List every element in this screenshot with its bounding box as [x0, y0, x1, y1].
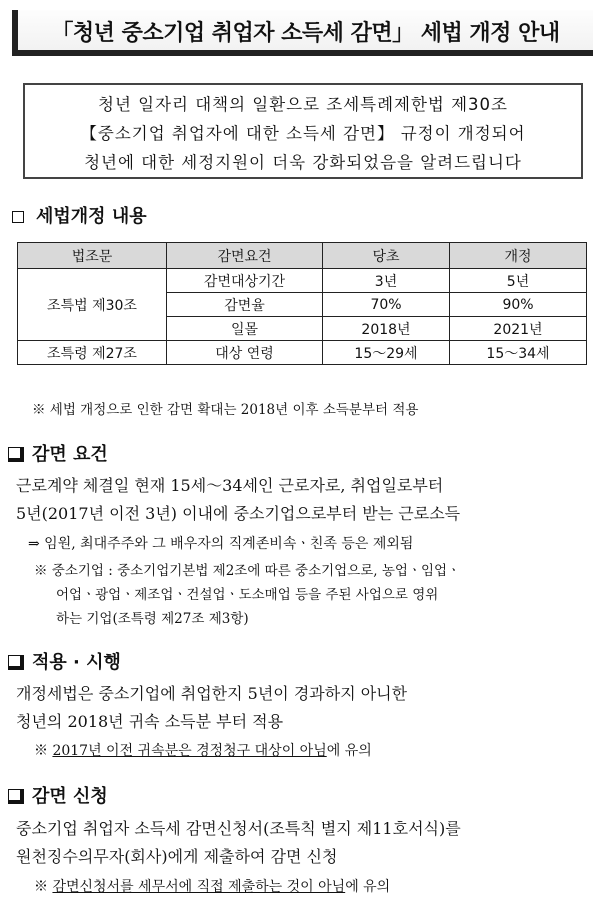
sme-note-line-1: ※ 중소기업 : 중소기업기본법 제2조에 따른 중소기업으로, 농업ㆍ임업ㆍ [34, 563, 461, 579]
table-row [18, 341, 587, 365]
table-cell: 일몰 [167, 317, 323, 341]
table-cell: 대상 연령 [167, 341, 323, 365]
sme-note-line-3: 하는 기업(조특령 제27조 제3항) [56, 611, 249, 627]
section-heading-text: 세법개정 내용 [36, 206, 147, 227]
section-heading-text: 감면 요건 [32, 444, 108, 465]
table-cell: 15～34세 [450, 341, 587, 365]
table-cell: 감면대상기간 [167, 269, 323, 293]
table-cell: 70% [323, 293, 450, 317]
intro-line-2: 【중소기업 취업자에 대한 소득세 감면】 규정이 개정되어 [80, 124, 526, 143]
sme-note-line-2: 어업ㆍ광업ㆍ제조업ㆍ건설업ㆍ도소매업 등을 주된 사업으로 영위 [56, 587, 439, 603]
table-cell: 3년 [323, 269, 450, 293]
section-heading-text: 감면 신청 [32, 786, 108, 807]
table-cell: 5년 [450, 269, 587, 293]
table-header: 개정 [450, 243, 587, 269]
checkbox-square-icon [8, 655, 24, 670]
note-underlined: 2017년 이전 귀속분은 경정청구 대상이 아님 [52, 743, 327, 759]
table-cell-law: 조특법 제30조 [18, 269, 167, 341]
checkbox-square-icon [8, 447, 24, 462]
title-banner [12, 10, 593, 56]
application-line-2: 청년의 2018년 귀속 소득분 부터 적용 [16, 712, 284, 731]
apply-line-2: 원천징수의무자(회사)에게 제출하여 감면 신청 [16, 847, 338, 866]
checkbox-square-icon [12, 211, 24, 223]
section-heading-apply-request [8, 782, 108, 808]
intro-line-1: 청년 일자리 대책의 일환으로 조세특례제한법 제30조 [98, 95, 508, 114]
section-heading-text: 적용 · 시행 [32, 652, 121, 673]
section-heading-tax-revision [12, 202, 147, 228]
exclusion-line: ⇒ 임원, 최대주주와 그 배우자의 직계존비속ㆍ친족 등은 제외됨 [28, 536, 414, 552]
requirements-line-1: 근로계약 체결일 현재 15세～34세인 근로자로, 취업일로부터 [16, 476, 444, 495]
note-mark: ※ [34, 743, 53, 759]
requirements-line-2: 5년(2017년 이전 3년) 이내에 중소기업으로부터 받는 근로소득 [16, 504, 461, 523]
table-cell: 2018년 [323, 317, 450, 341]
section-heading-requirements [8, 440, 108, 466]
intro-line-3: 청년에 대한 세정지원이 더욱 강화되었음을 알려드립니다 [84, 153, 522, 172]
checkbox-square-icon [8, 789, 24, 804]
table-cell: 감면율 [167, 293, 323, 317]
apply-note [34, 876, 390, 896]
table-cell-law: 조특령 제27조 [18, 341, 167, 365]
table-header: 감면요건 [167, 243, 323, 269]
table-cell: 2021년 [450, 317, 587, 341]
tax-revision-table [17, 242, 587, 365]
section-heading-application [8, 648, 121, 674]
table-header-row [18, 243, 587, 269]
intro-box [23, 83, 583, 179]
note-tail: 에 유의 [326, 743, 372, 759]
page-title: 「청년 중소기업 취업자 소득세 감면」 세법 개정 안내 [51, 21, 560, 46]
note-underlined: 감면신청서를 세무서에 직접 제출하는 것이 아님 [52, 879, 346, 895]
application-note [34, 740, 372, 760]
table-header: 법조문 [18, 243, 167, 269]
table-row [18, 269, 587, 293]
table-footnote: ※ 세법 개정으로 인한 감면 확대는 2018년 이후 소득분부터 적용 [32, 402, 419, 418]
table-cell: 90% [450, 293, 587, 317]
note-tail: 에 유의 [345, 879, 391, 895]
apply-line-1: 중소기업 취업자 소득세 감면신청서(조특칙 별지 제11호서식)를 [16, 819, 461, 838]
table-header: 당초 [323, 243, 450, 269]
table-cell: 15～29세 [323, 341, 450, 365]
note-mark: ※ [34, 879, 53, 895]
application-line-1: 개정세법은 중소기업에 취업한지 5년이 경과하지 아니한 [16, 684, 408, 703]
